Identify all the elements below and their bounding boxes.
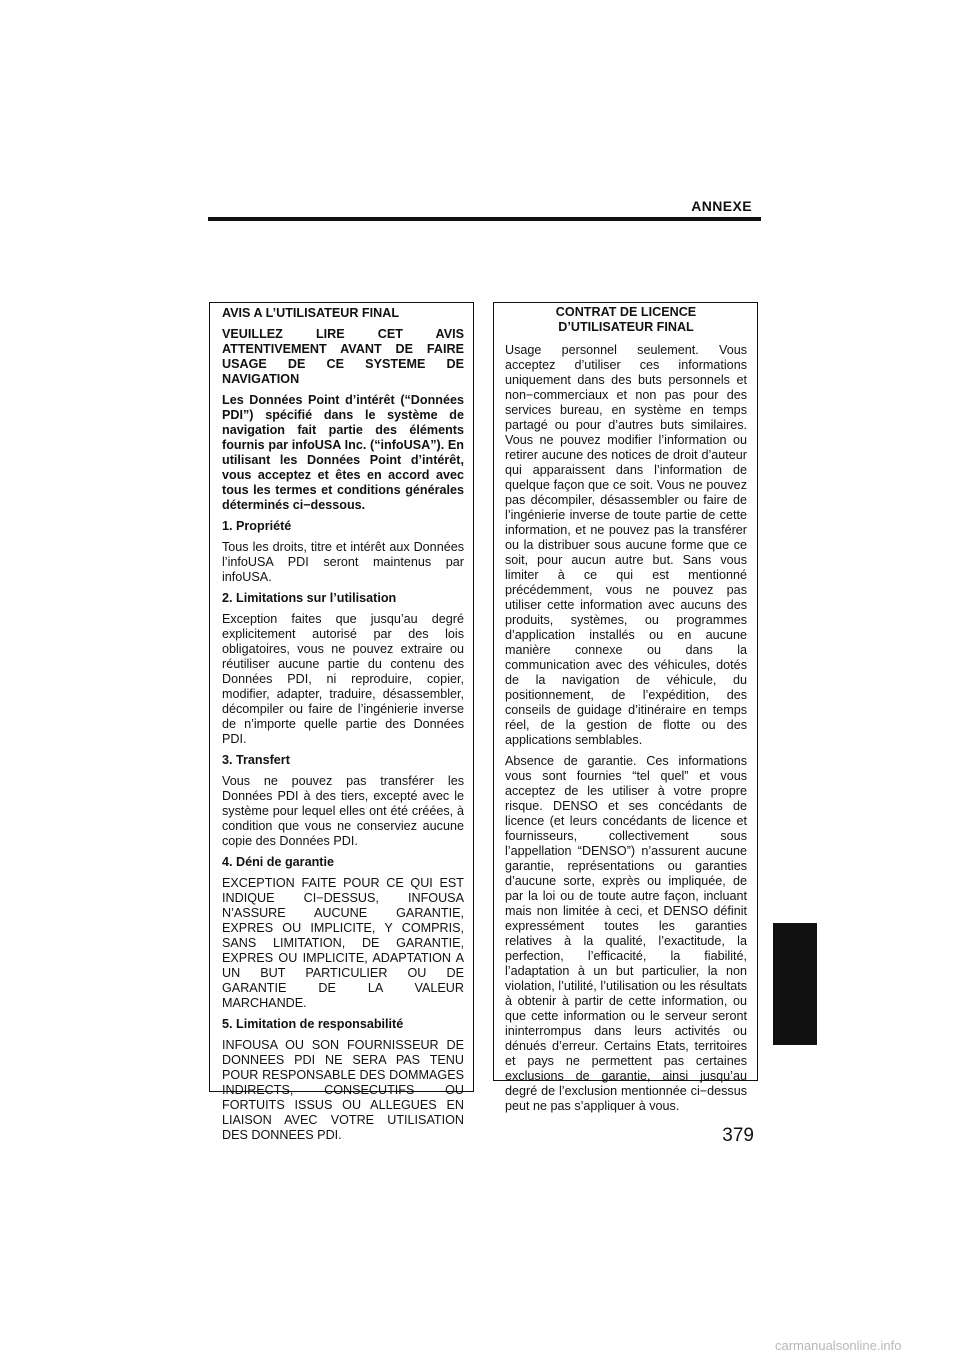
license-paragraph-no-warranty: Absence de garantie. Ces informations vous sont fournies “tel quel” et vous acceptez de les utiliser à votre propre risque. DENSO et ses concédants de licence (et leurs concédants de licence et fournisseurs, collectivement sous l’appellation “DENSO”) n’assurent aucune garantie, représentations ou garanties d’aucune sorte, exprès ou impliquée, de par la loi ou de toute autre façon, incluant mais non limitée à ceci, et DENSO définit expressément toutes les garanties relatives à la qualité, l’exactitude, la perfection, l’efficacité, la fiabilité, l’adaptation à un but particulier, la non violation, l’utilité, l’utilisation ou les résultats à obtenir à partir de cette information, ou que cette information ou le serveur seront ininterrompus dans leurs activités ou dénués d’erreur. Certains Etats, territoires et pays ne permettent pas certaines exclusions de garantie, ainsi jusqu’au degré de l’exclusion mentionnée ci−dessus peut ne pas s’appliquer à vous. (505, 754, 747, 1113)
license-title-line1: CONTRAT DE LICENCE (555, 305, 697, 319)
license-title-line2: D’UTILISATEUR FINAL (558, 320, 694, 334)
notice-warning: VEUILLEZ LIRE CET AVIS ATTENTIVEMENT AVANT DE FAIRE USAGE DE CE SYSTEME DE NAVIGATION (222, 327, 464, 386)
page-number: 379 (722, 1125, 754, 1146)
section-heading: 3. Transfert (222, 753, 290, 767)
section-heading: 4. Déni de garantie (222, 855, 334, 869)
section-text: Exception faites que jusqu’au degré explicitement autorisé par des lois obligatoires, vous ne pouvez extraire ou réutiliser aucune partie du contenu des Données PDI, ni reproduire, copier, modifier, adapter, traduire, désassembler, décompiler ou faire de l’ingénierie inverse de n’importe quelle partie des Données PDI. (222, 612, 464, 746)
license-agreement-box (493, 302, 758, 1113)
section-header-title: ANNEXE (691, 198, 752, 214)
watermark: carmanualsonline.info (775, 1338, 902, 1353)
section-heading: 2. Limitations sur l’utilisation (222, 591, 397, 605)
section-heading: 5. Limitation de responsabilité (222, 1017, 404, 1031)
section-text: EXCEPTION FAITE POUR CE QUI EST INDIQUE CI−DESSUS, INFOUSA N’ASSURE AUCUNE GARANTIE, EXPRES OU IMPLICITE, Y COMPRIS, SANS LIMITATION, DE GARANTIE, EXPRES OU IMPLICITE, ADAPTATION A UN BUT PARTICULIER OU DE GARANTIE DE LA VALEUR MARCHANDE. (222, 876, 464, 1010)
license-title (505, 305, 747, 335)
chapter-thumb-tab (773, 923, 817, 1045)
license-paragraph-personal-use: Usage personnel seulement. Vous acceptez d’utiliser ces informations uniquement dans des buts personnels et non−commerciaux et non pas pour des services bureau, en système en temps partagé ou pour d’autres buts similaires. Vous ne pouvez modifier l’information ou retirer aucune des notices de droit d’auteur qui apparaissent dans l’information de quelque façon que ce soit. Vous ne pouvez pas décompiler, désassembler ou faire de l’ingénierie inverse de toute partie de cette information, et ne pouvez pas la transférer ou la distribuer sous aucune forme que ce soit, pour aucun autre but. Sans vous limiter à ce qui est mentionné précédemment, vous ne pouvez pas utiliser cette information avec aucuns des produits, systèmes, ou programmes d’application installés ou en aucune manière connexe ou dans la communication avec des véhicules, dotés de la navigation de véhicule, du positionnement, de l’expédition, des conseils de guidage d’itinéraire en temps réel, de la gestion de flotte ou des applications semblables. (505, 343, 747, 747)
end-user-notice-box (209, 302, 474, 1142)
section-heading: 1. Propriété (222, 519, 292, 533)
section-text: Tous les droits, titre et intérêt aux Données l’infoUSA PDI seront maintenus par infoUSA. (222, 540, 464, 584)
notice-title: AVIS A L’UTILISATEUR FINAL (222, 306, 400, 320)
section-text: INFOUSA OU SON FOURNISSEUR DE DONNEES PDI NE SERA PAS TENU POUR RESPONSABLE DES DOMMAGES INDIRECTS, CONSECUTIFS OU FORTUITS ISSUS OU ALLEGUES EN LIAISON AVEC VOTRE UTILISATION DES DONNEES PDI. (222, 1038, 464, 1142)
section-text: Vous ne pouvez pas transférer les Données PDI à des tiers, excepté avec le système pour lequel elles ont été créées, à condition que vous ne conserviez aucune copie des Données PDI. (222, 774, 464, 848)
notice-intro: Les Données Point d’intérêt (“Données PDI”) spécifié dans le système de navigation fait partie des éléments fournis par infoUSA Inc. (“infoUSA”). En utilisant les Données Point d’intérêt, vous acceptez et êtes en accord avec tous les termes et conditions générales déterminés ci−dessous. (222, 393, 464, 512)
header-rule (208, 217, 761, 221)
